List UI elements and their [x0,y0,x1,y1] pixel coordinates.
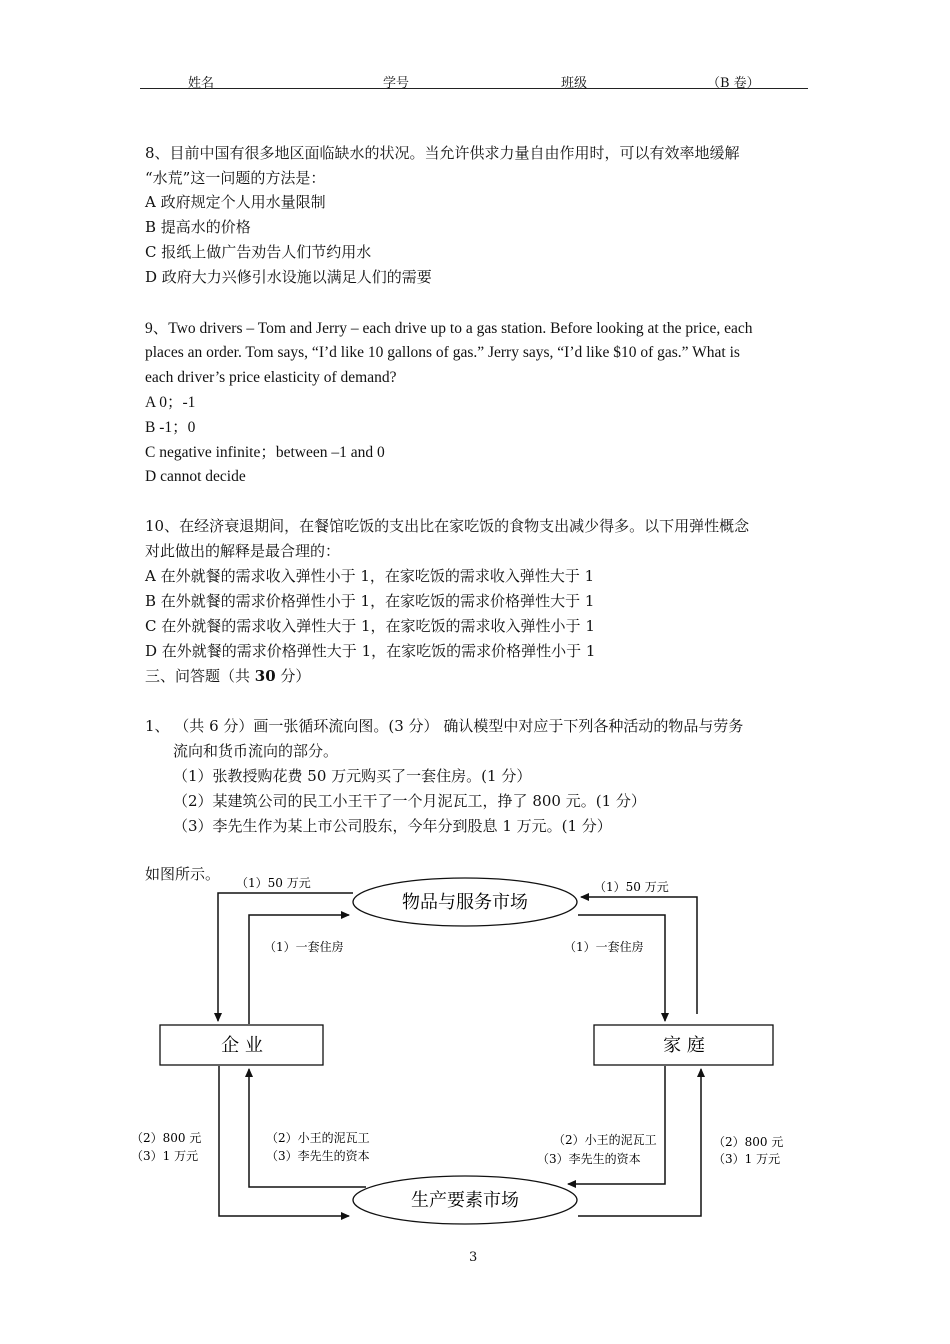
arrow-factor-to-firm-resources [249,1069,366,1187]
goods-market-label: 物品与服务市场 [402,892,528,913]
arrow-household-to-factor-resources [568,1066,665,1184]
q9-option-d: D cannot decide [145,468,246,485]
arrow-goods-to-household-house [578,915,665,1021]
sq1-item-2: （2）某建筑公司的民工小王干了一个月泥瓦工，挣了 800 元。(1 分） [173,792,646,810]
label-right-house: （1）一套住房 [564,940,644,954]
page-number: 3 [469,1250,478,1265]
q9-line2: places an order. Tom says, “I’d like 10 gallons of gas.” Jerry says, “I’d like $10 of gas.” What is [145,344,740,361]
q10-option-b: B 在外就餐的需求价格弹性小于 1，在家吃饭的需求价格弹性大于 1 [145,592,595,610]
diagram-intro: 如图所示。 [145,865,221,883]
label-right-money-b: （3）1 万元 [713,1152,781,1166]
q8-option-c: C 报纸上做广告劝告人们节约用水 [145,243,372,261]
household-label: 家 庭 [663,1035,705,1056]
arrow-goods-to-firm-money [218,893,353,1021]
q8-line1: 8、目前中国有很多地区面临缺水的状况。当允许供求力量自由作用时，可以有效率地缓解 [145,144,740,162]
label-top-left-money: （1）50 万元 [236,876,311,890]
sq1-line2: 流向和货币流向的部分。 [173,742,339,760]
label-left-money-b: （3）1 万元 [131,1149,199,1163]
label-top-right-money: （1）50 万元 [594,880,669,894]
q8-option-a: A 政府规定个人用水量限制 [145,193,326,211]
label-inner-left-a: （2）小王的泥瓦工 [266,1131,370,1145]
header-name-label: 姓名 [188,76,215,91]
sq1-item-1: （1）张教授购花费 50 万元购买了一套住房。(1 分） [173,767,532,785]
q8-line2: “水荒”这一问题的方法是： [145,169,326,187]
q9-option-b: B -1；0 [145,419,196,436]
arrow-firm-to-goods-house [249,915,349,1024]
label-right-money-a: （2）800 元 [713,1135,784,1149]
q9-line3: each driver’s price elasticity of demand? [145,369,397,386]
section3-suffix: 分） [275,667,311,685]
firm-label: 企 业 [221,1035,263,1056]
q8-option-d: D 政府大力兴修引水设施以满足人们的需要 [145,268,432,286]
label-left-house: （1）一套住房 [264,940,344,954]
header-class-label: 班级 [561,76,588,91]
q9-option-a: A 0；-1 [145,394,196,411]
section3-score: 30 [254,667,276,685]
label-inner-right-a: （2）小王的泥瓦工 [553,1133,657,1147]
q10-option-a: A 在外就餐的需求收入弹性小于 1，在家吃饭的需求收入弹性大于 1 [145,567,595,585]
label-left-money-a: （2）800 元 [131,1131,202,1145]
header-id-label: 学号 [383,76,410,91]
sq1-line1: 1、 （共 6 分）画一张循环流向图。(3 分） 确认模型中对应于下列各种活动的物品与劳务 [145,717,744,735]
label-inner-right-b: （3）李先生的资本 [537,1152,641,1166]
sq1-item-3: （3）李先生作为某上市公司股东，今年分到股息 1 万元。(1 分） [173,817,612,835]
q10-line2: 对此做出的解释是最合理的： [145,542,341,560]
q8-option-b: B 提高水的价格 [145,218,251,236]
q10-line1: 10、在经济衰退期间，在餐馆吃饭的支出比在家吃饭的食物支出减少得多。以下用弹性概念 [145,517,750,535]
factor-market-label: 生产要素市场 [411,1190,519,1211]
label-inner-left-b: （3）李先生的资本 [266,1149,370,1163]
header-paper-label: （B 卷） [707,76,760,91]
q9-option-c: C negative infinite；between –1 and 0 [145,444,385,461]
section3-prefix: 三、问答题（共 [145,667,255,685]
q9-line1: 9、Two drivers – Tom and Jerry – each drive up to a gas station. Before looking at the price, each [145,320,753,337]
q10-option-c: C 在外就餐的需求收入弹性大于 1，在家吃饭的需求收入弹性小于 1 [145,617,595,635]
q10-option-d: D 在外就餐的需求价格弹性大于 1，在家吃饭的需求价格弹性小于 1 [145,642,596,660]
